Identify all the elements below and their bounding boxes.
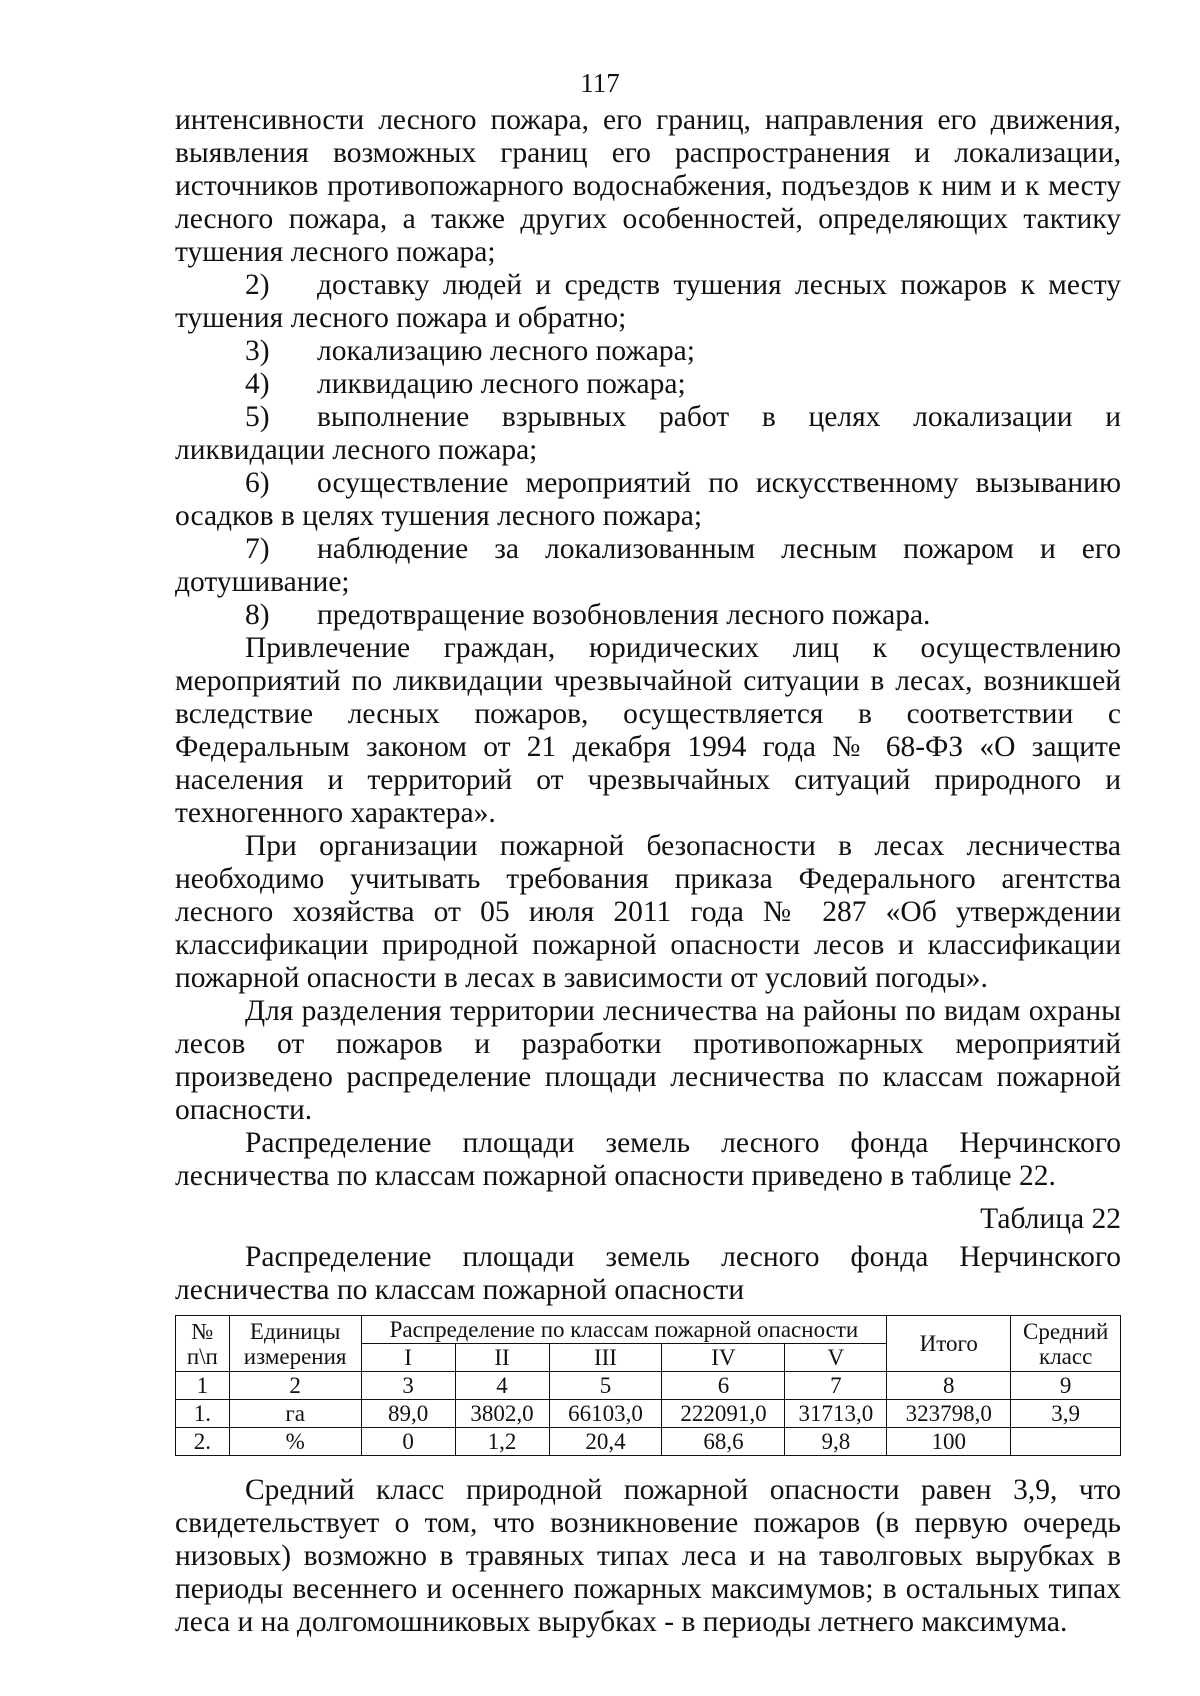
table-cell: 0 — [361, 1428, 455, 1456]
table-cell: 1 — [176, 1372, 230, 1400]
table-cell: 222091,0 — [662, 1400, 785, 1428]
list-number: 4) — [245, 368, 270, 400]
header-class: III — [549, 1344, 662, 1372]
header-class: II — [455, 1344, 549, 1372]
table-cell: 4 — [455, 1372, 549, 1400]
list-text: наблюдение за локализованным лесным пожаром и его дотушивание; — [175, 533, 1121, 598]
table-caption: Распределение площади земель лесного фонда Нерчинского лесничества по классам пожарной опасности — [175, 1241, 1121, 1306]
list-number: 8) — [245, 599, 270, 631]
list-item — [175, 467, 1121, 533]
header-group: Распределение по классам пожарной опасности — [361, 1316, 887, 1344]
table-cell: 3 — [361, 1372, 455, 1400]
table-cell: 68,6 — [662, 1428, 785, 1456]
header-class: V — [785, 1344, 887, 1372]
table-cell: 7 — [785, 1372, 887, 1400]
list-text: локализацию лесного пожара; — [317, 335, 695, 367]
table-cell: га — [229, 1400, 361, 1428]
table-cell: 6 — [662, 1372, 785, 1400]
table-cell: % — [229, 1428, 361, 1456]
table-cell: 100 — [887, 1428, 1011, 1456]
document-body — [175, 104, 1121, 1639]
paragraph: При организации пожарной безопасности в лесах лесничества необходимо учитывать требования приказа Федерального агентства лесного хозяйства от 05 июля 2011 года № 287 «Об утверждении классификации природной пожарной опасности лесов и классификации пожарной опасности в лесах в зависимости от условий погоды». — [175, 830, 1121, 994]
list-item — [175, 368, 1121, 401]
paragraph: Для разделения территории лесничества на районы по видам охраны лесов от пожаров и разработки противопожарных мероприятий произведено распределение площади лесничества по классам пожарной опасности. — [175, 995, 1121, 1126]
table-header-row — [176, 1316, 1121, 1344]
list-number: 6) — [245, 467, 270, 499]
table-cell — [1011, 1428, 1121, 1456]
header-class: IV — [662, 1344, 785, 1372]
list-text: предотвращение возобновления лесного пожара. — [317, 599, 931, 631]
table-cell: 2 — [229, 1372, 361, 1400]
fire-class-table — [175, 1315, 1121, 1456]
header-avg: Средний класс — [1011, 1316, 1121, 1372]
table-cell: 2. — [176, 1428, 230, 1456]
list-item — [175, 269, 1121, 335]
table-cell: 9,8 — [785, 1428, 887, 1456]
table-cell: 8 — [887, 1372, 1011, 1400]
list-text: ликвидацию лесного пожара; — [317, 368, 686, 400]
table-cell: 5 — [549, 1372, 662, 1400]
table-row — [176, 1428, 1121, 1456]
list-item — [175, 599, 1121, 632]
list-number: 3) — [245, 335, 270, 367]
table-cell: 89,0 — [361, 1400, 455, 1428]
table-cell: 31713,0 — [785, 1400, 887, 1428]
table-cell: 66103,0 — [549, 1400, 662, 1428]
list-number: 2) — [245, 269, 270, 301]
list-text: осуществление мероприятий по искусственному вызыванию осадков в целях тушения лесного пожара; — [175, 467, 1121, 532]
list-item — [175, 401, 1121, 467]
header-unit: Единицы измерения — [229, 1316, 361, 1372]
paragraph: Распределение площади земель лесного фонда Нерчинского лесничества по классам пожарной опасности приведено в таблице 22. — [175, 1127, 1121, 1192]
header-class: I — [361, 1344, 455, 1372]
list-number: 5) — [245, 401, 270, 433]
table-cell: 1,2 — [455, 1428, 549, 1456]
page-number: 117 — [580, 68, 620, 98]
header-total: Итого — [887, 1316, 1011, 1372]
table-cell: 20,4 — [549, 1428, 662, 1456]
table-cell: 9 — [1011, 1372, 1121, 1400]
table-cell: 323798,0 — [887, 1400, 1011, 1428]
table-row — [176, 1400, 1121, 1428]
table-cell: 3802,0 — [455, 1400, 549, 1428]
table-index-row — [176, 1372, 1121, 1400]
paragraph: Привлечение граждан, юридических лиц к осуществлению мероприятий по ликвидации чрезвычайной ситуации в лесах, возникшей вследствие лесных пожаров, осуществляется в соответствии с Федеральным законом от 21 декабря 1994 года № 68-ФЗ «О защите населения и территорий от чрезвычайных ситуаций природного и техногенного характера». — [175, 632, 1121, 829]
table-label: Таблица 22 — [980, 1203, 1121, 1235]
header-num: № п\п — [176, 1316, 230, 1372]
intro-paragraph: интенсивности лесного пожара, его границ, направления его движения, выявления возможных границ его распространения и локализации, источников противопожарного водоснабжения, подъездов к ним и к месту лесного пожара, а также других особенностей, определяющих тактику тушения лесного пожара; — [175, 104, 1121, 268]
list-item — [175, 335, 1121, 368]
table-cell: 1. — [176, 1400, 230, 1428]
final-paragraph: Средний класс природной пожарной опасности равен 3,9, что свидетельствует о том, что возникновение пожаров (в первую очередь низовых) возможно в травяных типах леса и на таволговых вырубках в периоды весеннего и осеннего пожарных максимумов; в остальных типах леса и на долгомошниковых вырубках - в периоды летнего максимума. — [175, 1474, 1121, 1638]
list-text: доставку людей и средств тушения лесных пожаров к месту тушения лесного пожара и обратно; — [175, 269, 1121, 334]
list-item — [175, 533, 1121, 599]
list-text: выполнение взрывных работ в целях локализации и ликвидации лесного пожара; — [175, 401, 1121, 466]
list-number: 7) — [245, 533, 270, 565]
table-cell: 3,9 — [1011, 1400, 1121, 1428]
